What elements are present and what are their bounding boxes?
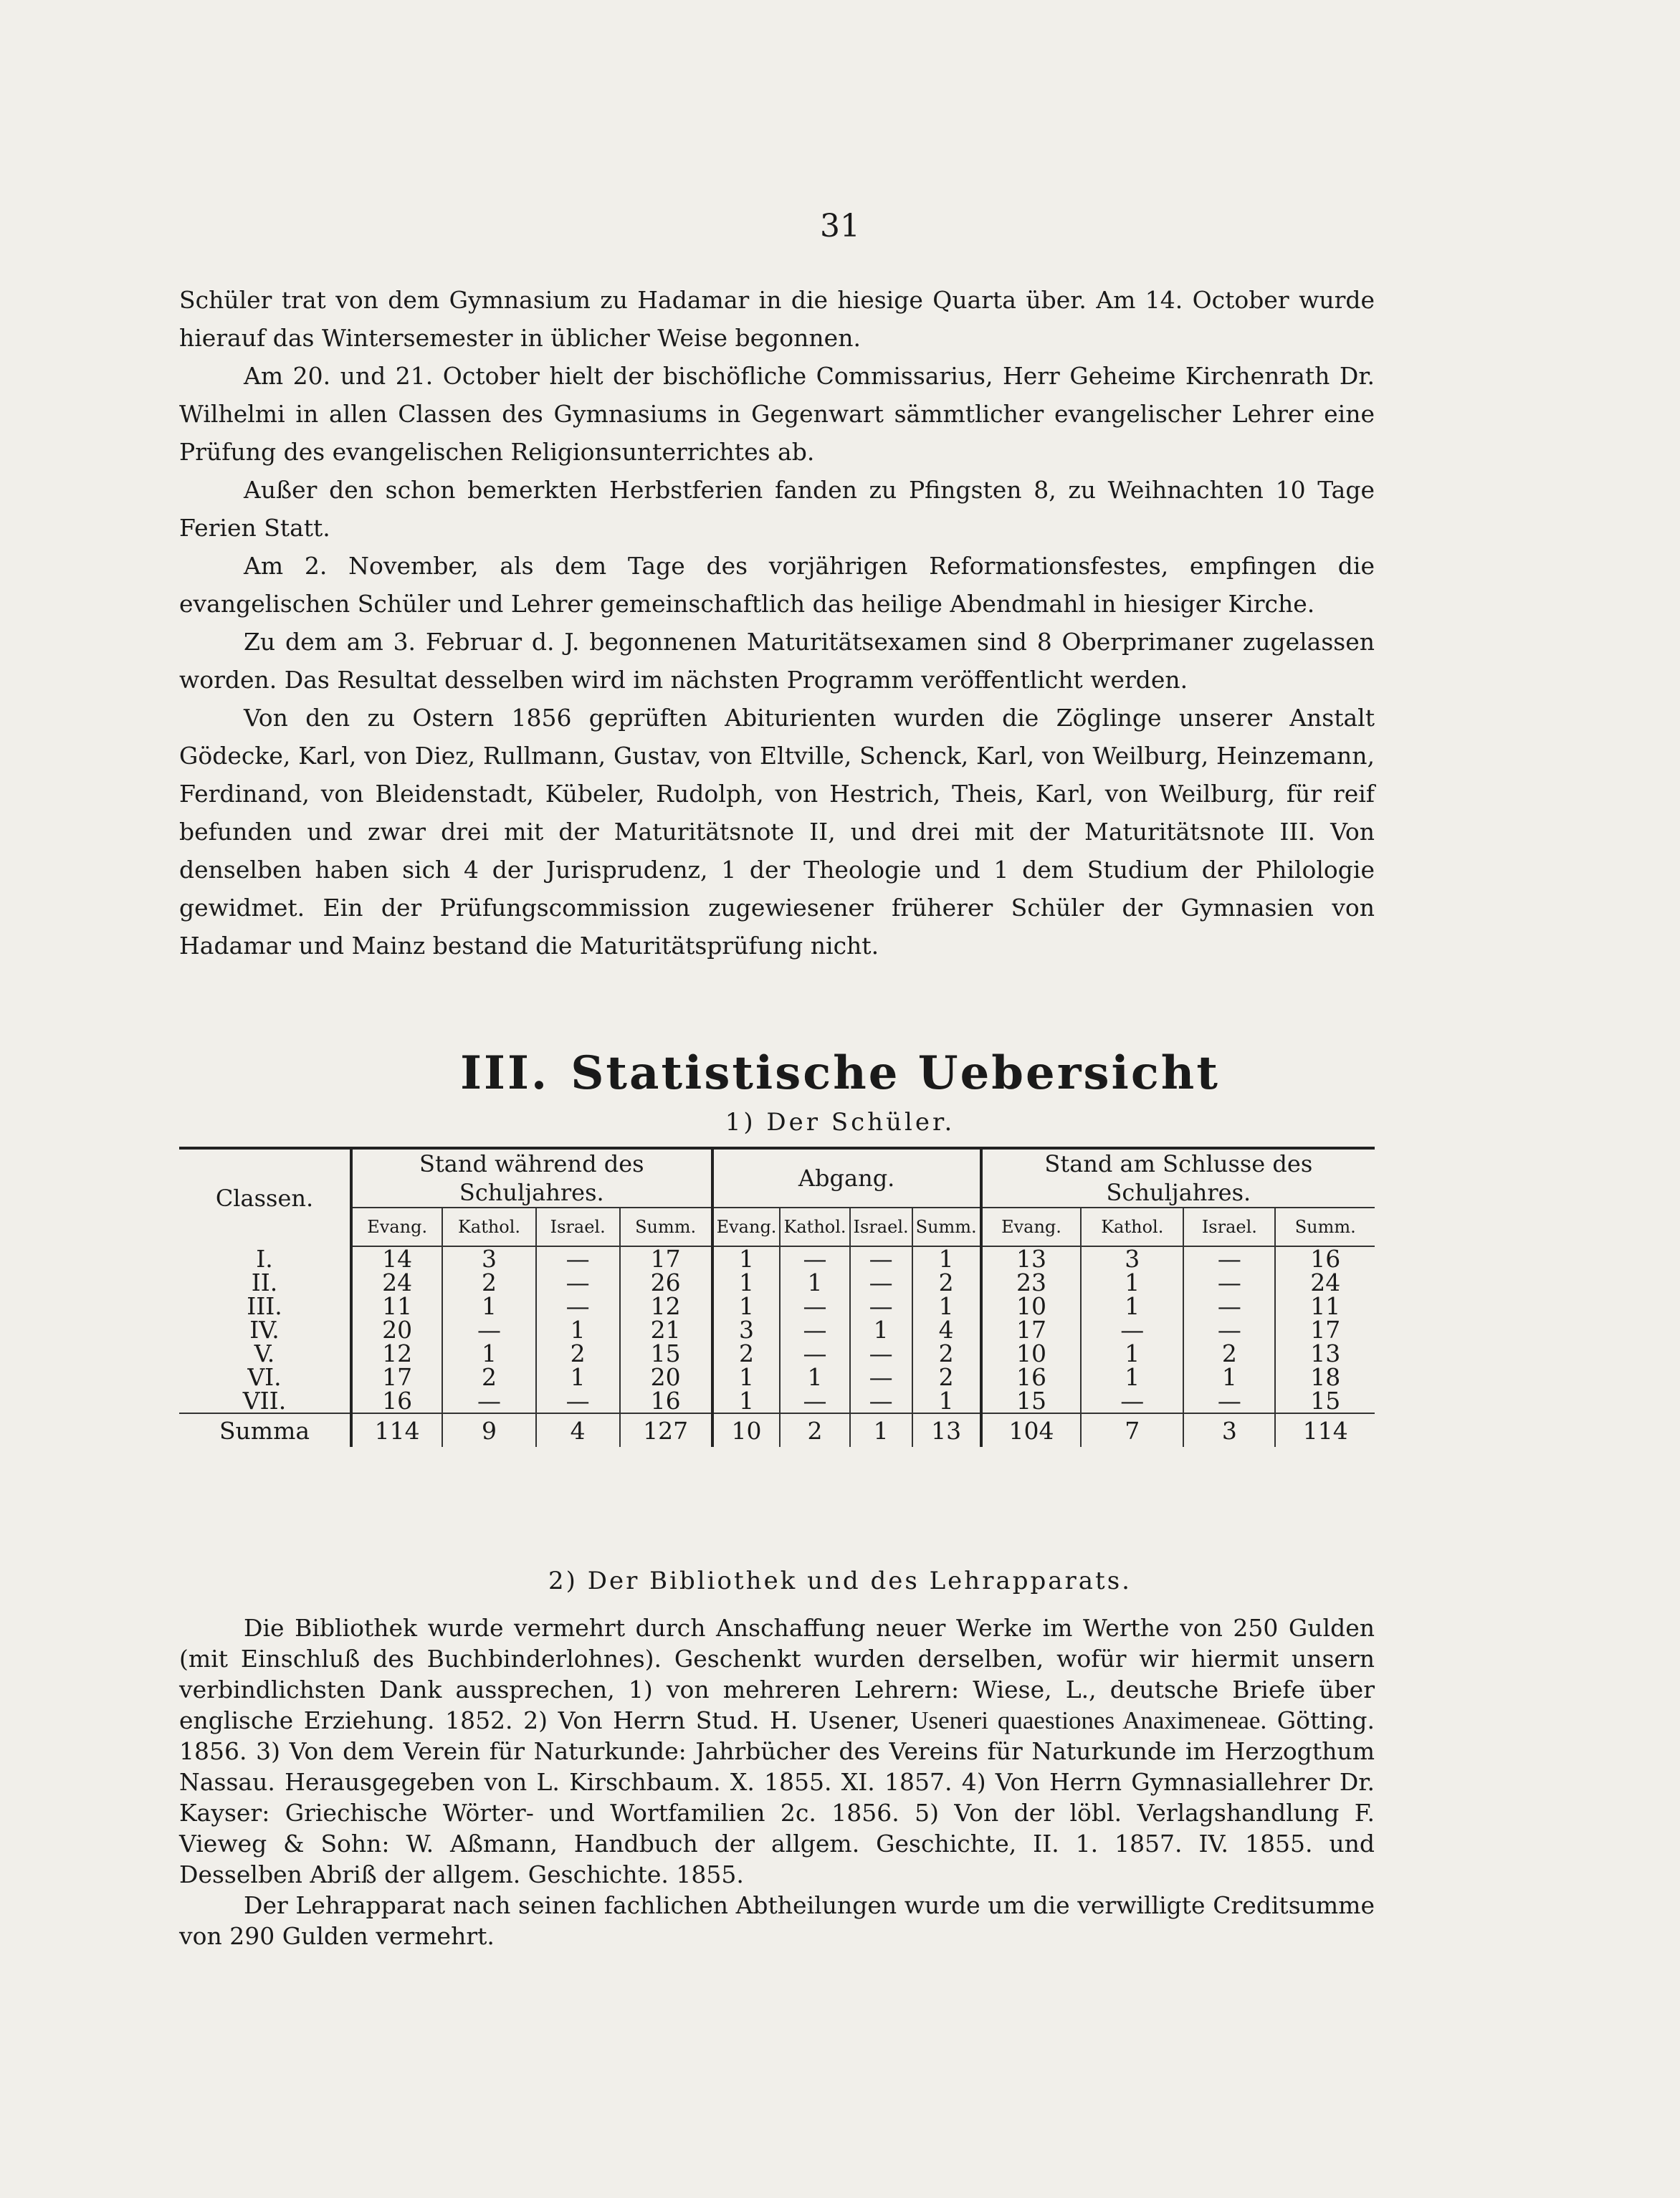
table-cell: 1 <box>1081 1365 1183 1389</box>
section-title <box>0 1046 1680 1100</box>
table-cell: 17 <box>620 1246 712 1271</box>
section-roman: III. <box>460 1046 550 1100</box>
table-cell: — <box>780 1318 849 1342</box>
group-header-end: Stand am Schlusse des Schuljahres. <box>981 1148 1375 1208</box>
table-cell: 104 <box>981 1413 1082 1447</box>
table-row <box>179 1294 1375 1318</box>
col-header: Summ. <box>912 1208 981 1246</box>
table-cell: 1 <box>1081 1294 1183 1318</box>
table-row <box>179 1365 1375 1389</box>
table-cell: 10 <box>981 1342 1082 1365</box>
class-name: III. <box>247 1292 282 1320</box>
table-cell: 10 <box>712 1413 781 1447</box>
table-cell: 1 <box>912 1389 981 1413</box>
table-cell: — <box>536 1271 620 1294</box>
page-number: 31 <box>820 208 860 244</box>
subheading-library: 2) Der Bibliothek und des Lehrapparats. <box>548 1567 1132 1595</box>
table-cell: — <box>1183 1246 1275 1271</box>
table-cell: 17 <box>981 1318 1082 1342</box>
table-cell: 11 <box>1275 1294 1375 1318</box>
table-row <box>179 1246 1375 1271</box>
table-cell: 24 <box>351 1271 442 1294</box>
table-cell: 3 <box>712 1318 781 1342</box>
table-cell: 114 <box>1275 1413 1375 1447</box>
table-cell: 12 <box>620 1294 712 1318</box>
col-header: Israel. <box>1183 1208 1275 1246</box>
table-cell: 20 <box>351 1318 442 1342</box>
table-cell: 10 <box>981 1294 1082 1318</box>
table-cell: — <box>536 1389 620 1413</box>
table-cell: — <box>1081 1318 1183 1342</box>
class-name: I. <box>256 1244 273 1273</box>
table-cell: 1 <box>780 1271 849 1294</box>
table-cell: — <box>536 1294 620 1318</box>
table-cell: — <box>780 1342 849 1365</box>
table-cell: — <box>442 1318 535 1342</box>
paragraph: Von den zu Ostern 1856 geprüften Abiturienten wurden die Zöglinge unserer Anstalt Gödecke, Karl, von Diez, Rullmann, Gustav, von Eltville, Schenck, Karl, von Weilburg, Heinzemann, Ferdinand, von Bleidenstadt, Kübeler, Rudolph, von Hestrich, Theis, Karl, von Weilburg, für reif befunden und zwar drei mit der Maturitätsnote II, und drei mit der Maturitätsnote III. Von denselben haben sich 4 der Jurisprudenz, 1 der Theologie und 1 dem Studium der Philologie gewidmet. Ein der Prüfungscommission zugewiesener früherer Schüler der Gymnasien von Hadamar und Mainz bestand die Maturitätsprüfung nicht. <box>179 704 1375 960</box>
table-cell: — <box>442 1389 535 1413</box>
latin-title: Useneri quaestiones Anaximeneae. <box>910 1706 1267 1734</box>
library-text-part: Götting. 1856. 3) Von dem Verein für Naturkunde: Jahrbücher des Vereins für Naturkunde im Herzogthum Nassau. Herausgegeben von L. Kirschbaum. X. 1855. XI. 1857. 4) Von Herrn Gymnasiallehrer Dr. Kayser: Griechische Wörter- und Wortfamilien 2c. 1856. 5) Von der löbl. Verlagshandlung F. Vieweg & Sohn: W. Aßmann, Handbuch der allgem. Geschichte, II. 1. 1857. IV. 1855. und Desselben Abriß der allgem. Geschichte. 1855. <box>179 1706 1375 1888</box>
table-cell: 15 <box>1275 1389 1375 1413</box>
paragraph: Außer den schon bemerkten Herbstferien fanden zu Pfingsten 8, zu Weihnachten 10 Tage Ferien Statt. <box>179 476 1375 542</box>
col-header: Summ. <box>1275 1208 1375 1246</box>
table-cell: — <box>850 1246 912 1271</box>
table-cell: 2 <box>712 1342 781 1365</box>
table-cell: 3 <box>1081 1246 1183 1271</box>
group-header-departure: Abgang. <box>712 1148 981 1208</box>
table-cell: 7 <box>1081 1413 1183 1447</box>
table-cell: 2 <box>912 1365 981 1389</box>
table-cell: 1 <box>712 1389 781 1413</box>
table-row <box>179 1271 1375 1294</box>
table-cell: — <box>1183 1318 1275 1342</box>
table-cell: 1 <box>912 1246 981 1271</box>
group-header-during: Stand während des Schuljahres. <box>351 1148 712 1208</box>
table-cell: — <box>780 1389 849 1413</box>
table-cell: 16 <box>620 1389 712 1413</box>
table-cell: 2 <box>912 1271 981 1294</box>
table-cell: 2 <box>780 1413 849 1447</box>
table-cell: 15 <box>981 1389 1082 1413</box>
table-row <box>179 1342 1375 1365</box>
paragraph: Am 2. November, als dem Tage des vorjährigen Reformationsfestes, empfingen die evangelischen Schüler und Lehrer gemeinschaftlich das heilige Abendmahl in hiesiger Kirche. <box>179 552 1375 618</box>
table-cell: 20 <box>620 1365 712 1389</box>
subheading-students: 1) Der Schüler. <box>725 1108 955 1137</box>
table-cell: 13 <box>1275 1342 1375 1365</box>
table-cell: 1 <box>442 1342 535 1365</box>
col-header: Summ. <box>620 1208 712 1246</box>
table-cell: — <box>536 1246 620 1271</box>
table-cell: 1 <box>712 1246 781 1271</box>
table-cell: 2 <box>536 1342 620 1365</box>
student-statistics-table <box>179 1147 1375 1447</box>
table-row <box>179 1389 1375 1413</box>
table-cell: 12 <box>351 1342 442 1365</box>
table-cell: 1 <box>850 1413 912 1447</box>
class-name: V. <box>254 1339 275 1367</box>
table-cell: 18 <box>1275 1365 1375 1389</box>
table-cell: 17 <box>1275 1318 1375 1342</box>
col-header: Kathol. <box>780 1208 849 1246</box>
table-cell: 1 <box>850 1318 912 1342</box>
col-header: Evang. <box>351 1208 442 1246</box>
table-cell: 1 <box>712 1365 781 1389</box>
table-cell: — <box>850 1389 912 1413</box>
table-cell: 21 <box>620 1318 712 1342</box>
table-cell: — <box>850 1342 912 1365</box>
table-cell: 2 <box>912 1342 981 1365</box>
col-header: Kathol. <box>1081 1208 1183 1246</box>
table-cell: 17 <box>351 1365 442 1389</box>
class-name: Summa <box>179 1413 351 1447</box>
table-cell: — <box>1183 1294 1275 1318</box>
section-heading: Statistische Uebersicht <box>571 1046 1220 1100</box>
table-cell: 1 <box>712 1271 781 1294</box>
sum-row <box>179 1413 1375 1447</box>
table-cell: 1 <box>1081 1342 1183 1365</box>
paragraph: Schüler trat von dem Gymnasium zu Hadamar in die hiesige Quarta über. Am 14. October wurde hierauf das Wintersemester in üblicher Weise begonnen. <box>179 286 1375 352</box>
col-header: Evang. <box>981 1208 1082 1246</box>
col-header: Israel. <box>850 1208 912 1246</box>
table-cell: 13 <box>981 1246 1082 1271</box>
library-text-part: Die Bibliothek wurde vermehrt durch Anschaffung neuer Werke im Werthe von 250 Gulden (mit Einschluß des Buchbinderlohnes). Geschenkt wurden derselben, wofür wir hiermit unsern verbindlichsten Dank aussprechen, 1) von mehreren Lehrern: Wiese, L., deutsche Briefe über englische Erziehung. 1852. 2) Von Herrn Stud. H. Usener, <box>179 1614 1375 1734</box>
table-cell: 26 <box>620 1271 712 1294</box>
table-cell: 4 <box>912 1318 981 1342</box>
class-name: II. <box>251 1268 278 1296</box>
table-cell: 1 <box>712 1294 781 1318</box>
library-text <box>179 1612 1375 1951</box>
table-cell: — <box>780 1294 849 1318</box>
table-cell: 23 <box>981 1271 1082 1294</box>
col-header: Kathol. <box>442 1208 535 1246</box>
table-cell: 1 <box>1183 1365 1275 1389</box>
table-cell: 3 <box>1183 1413 1275 1447</box>
paragraph: Zu dem am 3. Februar d. J. begonnenen Maturitätsexamen sind 8 Oberprimaner zugelassen worden. Das Resultat desselben wird im nächsten Programm veröffentlicht werden. <box>179 628 1375 694</box>
class-name: VII. <box>242 1387 287 1415</box>
table-cell: 4 <box>536 1413 620 1447</box>
table-cell: 127 <box>620 1413 712 1447</box>
library-paragraph <box>179 1612 1375 1890</box>
table-cell: 11 <box>351 1294 442 1318</box>
col-header: Israel. <box>536 1208 620 1246</box>
class-header: Classen. <box>179 1148 351 1246</box>
col-header: Evang. <box>712 1208 781 1246</box>
table-cell: 1 <box>912 1294 981 1318</box>
class-name: IV. <box>249 1316 280 1344</box>
table-cell: 2 <box>1183 1342 1275 1365</box>
table-cell: — <box>850 1271 912 1294</box>
table-cell: 16 <box>981 1365 1082 1389</box>
table-row <box>179 1318 1375 1342</box>
table-cell: 1 <box>442 1294 535 1318</box>
table-cell: — <box>850 1365 912 1389</box>
table-cell: 2 <box>442 1365 535 1389</box>
table-cell: 1 <box>536 1365 620 1389</box>
table-cell: — <box>1183 1271 1275 1294</box>
table-cell: 16 <box>351 1389 442 1413</box>
table-cell: 13 <box>912 1413 981 1447</box>
table-cell: — <box>780 1246 849 1271</box>
table-cell: 1 <box>536 1318 620 1342</box>
table-cell: — <box>1183 1389 1275 1413</box>
paragraph: Am 20. und 21. October hielt der bischöfliche Commissarius, Herr Geheime Kirchenrath Dr. Wilhelmi in allen Classen des Gymnasiums in Gegenwart sämmtlicher evangelischer Lehrer eine Prüfung des evangelischen Religionsunterrichtes ab. <box>179 362 1375 466</box>
class-name: VI. <box>247 1363 282 1391</box>
table-cell: 24 <box>1275 1271 1375 1294</box>
table-cell: — <box>1081 1389 1183 1413</box>
table-cell: 114 <box>351 1413 442 1447</box>
table-cell: 15 <box>620 1342 712 1365</box>
table-cell: 1 <box>780 1365 849 1389</box>
table-cell: — <box>850 1294 912 1318</box>
table-cell: 9 <box>442 1413 535 1447</box>
table-cell: 1 <box>1081 1271 1183 1294</box>
table-cell: 14 <box>351 1246 442 1271</box>
body-text <box>179 281 1375 965</box>
table-cell: 2 <box>442 1271 535 1294</box>
table-cell: 3 <box>442 1246 535 1271</box>
library-paragraph: Der Lehrapparat nach seinen fachlichen Abtheilungen wurde um die verwilligte Creditsumme von 290 Gulden vermehrt. <box>179 1891 1375 1950</box>
table-cell: 16 <box>1275 1246 1375 1271</box>
